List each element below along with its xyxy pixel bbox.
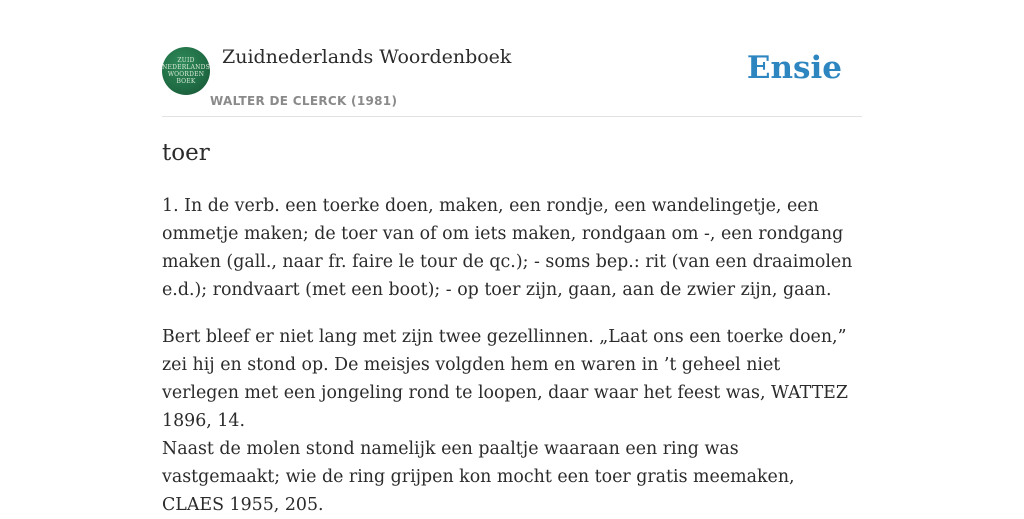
logo-line: WOORDEN: [167, 71, 205, 78]
dictionary-header: [162, 0, 862, 117]
dictionary-title[interactable]: Zuidnederlands Woordenboek: [222, 46, 512, 68]
logo-line: ZUID: [177, 57, 195, 64]
ensie-brand-link[interactable]: Ensie: [746, 50, 842, 86]
page-content: [162, 0, 862, 515]
dictionary-author: WALTER DE CLERCK (1981): [210, 94, 398, 108]
logo-line: NEDERLANDS: [162, 64, 210, 71]
entry-quote: Naast de molen stond namelijk een paaltje waaraan een ring was vastgemaakt; wie de ring grijpen kon mocht een toer gratis meemaken, CLAES 1955, 205.: [162, 439, 795, 515]
entry-headword: toer: [162, 140, 210, 166]
logo-line: BOEK: [176, 78, 196, 85]
entry-definition: 1. In de verb. een toerke doen, maken, een rondje, een wandelingetje, een ommetje maken; de toer van of om iets maken, rondgaan om -, een rondgang maken (gall., naar fr. faire le tour de qc.); - soms bep.: rit (van een draaimolen e.d.); rondvaart (met een boot); - op toer zijn, gaan, aan de zwier zijn, gaan.: [162, 196, 853, 300]
entry-quote: Bert bleef er niet lang met zijn twee gezellinnen. „Laat ons een toerke doen,” zei hij en stond op. De meisjes volgden hem en waren in ’t geheel niet verlegen met een jongeling rond te loopen, daar waar het feest was, WATTEZ 1896, 14.: [162, 327, 848, 431]
dictionary-logo[interactable]: [162, 47, 210, 95]
